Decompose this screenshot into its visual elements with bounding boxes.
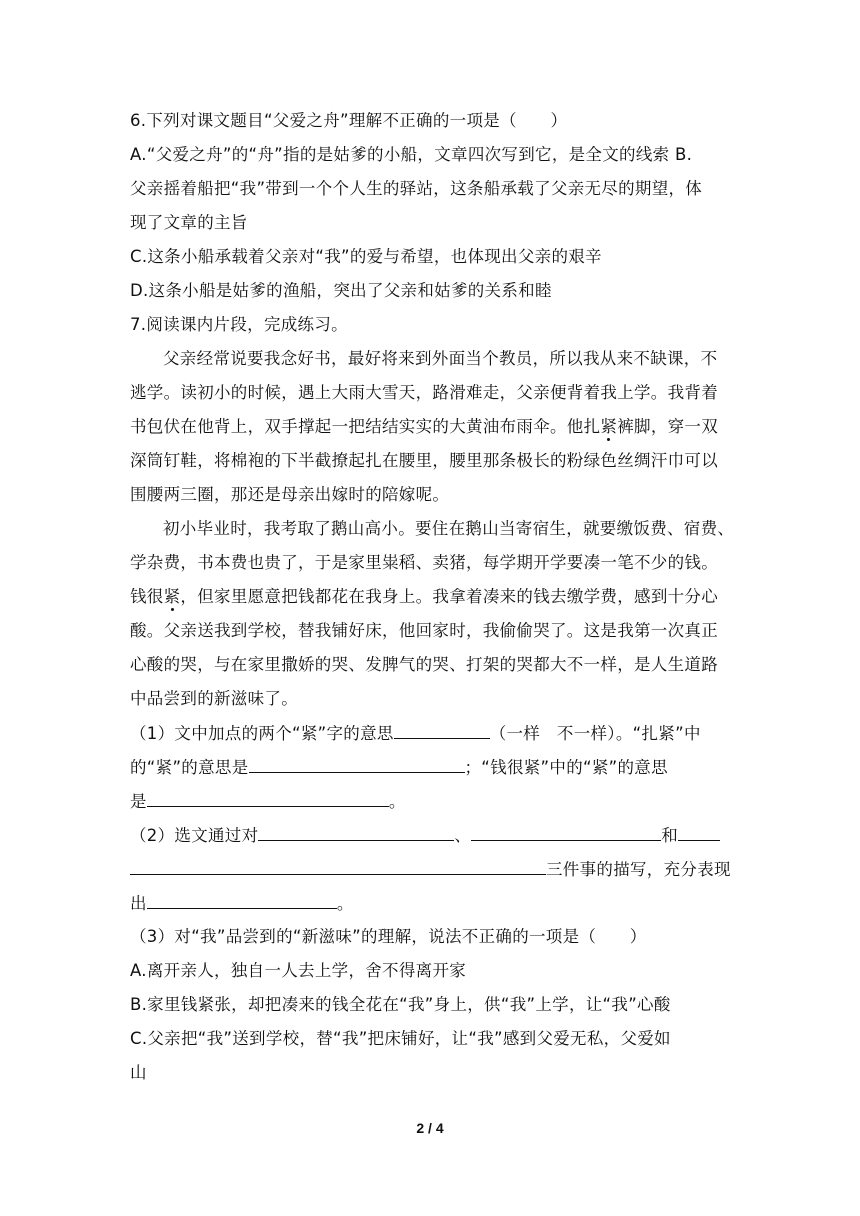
page-number: 2 / 4	[416, 1120, 444, 1136]
answer-blank-1[interactable]	[394, 722, 490, 739]
passage-p2-line6: 中品尝到的新滋味了。	[130, 689, 298, 708]
passage-p2-line3-b: ，但家里愿意把钱都花在我身上。我拿着凑来的钱去缴学费，感到十分心	[180, 587, 719, 606]
passage-p2-line3-a: 钱很	[130, 587, 164, 606]
answer-blank-4[interactable]	[258, 824, 454, 841]
answer-blank-5[interactable]	[471, 824, 661, 841]
passage-p1-line3-b: 裤脚，穿一双	[617, 417, 719, 436]
q7-stem: 7.阅读课内片段，完成练习。	[130, 315, 348, 334]
answer-blank-3[interactable]	[147, 790, 389, 807]
q6-option-c: C.这条小船承载着父亲对“我”的爱与希望，也体现出父亲的艰辛	[130, 247, 602, 266]
answer-blank-2[interactable]	[249, 756, 465, 773]
passage-p1-line5: 围腰两三圈，那还是母亲出嫁时的陪嫁呢。	[130, 485, 450, 504]
passage-p2-line5: 心酸的哭，与在家里撒娇的哭、发脾气的哭、打架的哭都大不一样，是人生道路	[130, 655, 718, 674]
passage-p1-line3-a: 书包伏在他背上，双手撑起一把结结实实的大黄油布雨伞。他扎	[130, 417, 601, 436]
dotted-char-jin-2: 紧	[163, 587, 181, 606]
sub3-option-c-line1: C.父亲把“我”送到学校，替“我”把床铺好，让“我”感到父爱无私，父爱如	[130, 1029, 671, 1048]
passage-p2-line3	[130, 586, 718, 608]
answer-blank-6-continued[interactable]	[130, 858, 546, 875]
sub2-line1: （2）选文通过对 、 和	[130, 824, 720, 847]
q6-option-b-line1: 父亲摇着船把“我”带到一个个人生的驿站，这条船承载了父亲无尽的期望，体	[130, 179, 703, 198]
answer-blank-7[interactable]	[147, 892, 337, 909]
passage-p2-line1: 初小毕业时，我考取了鹅山高小。要住在鹅山当寄宿生，就要缴饭费、宿费、	[163, 519, 735, 538]
passage-p2-line4: 酸。父亲送我到学校，替我铺好床，他回家时，我偷偷哭了。这是我第一次真正	[130, 621, 718, 640]
answer-blank-6[interactable]	[678, 824, 720, 841]
q6-option-b-line2: 现了文章的主旨	[130, 213, 248, 232]
sub2-line2: 三件事的描写，充分表现	[130, 858, 731, 881]
sub3-option-a: A.离开亲人，独自一人去上学，舍不得离开家	[130, 961, 467, 980]
sub3-stem: （3）对“我”品尝到的“新滋味”的理解，说法不正确的一项是（ ）	[130, 927, 647, 946]
passage-p2-line2: 学杂费，书本费也贵了，于是家里粜稻、卖猪，每学期开学要凑一笔不少的钱。	[130, 553, 718, 572]
sub3-option-c-line2: 山	[130, 1063, 147, 1082]
dotted-char-jin-1: 紧	[600, 417, 618, 436]
sub1-line2: 的“紧”的意思是 ；“钱很紧”中的“紧”的意思	[130, 758, 668, 777]
q6-stem: 6.下列对课文题目“父爱之舟”理解不正确的一项是（ ）	[130, 111, 568, 130]
sub1-line3: 是 。	[130, 792, 406, 811]
sub3-option-b: B.家里钱紧张，却把凑来的钱全花在“我”身上，供“我”上学，让“我”心酸	[130, 995, 671, 1014]
passage-p1-line3	[130, 416, 718, 438]
passage-p1-line2: 逃学。读初小的时候，遇上大雨大雪天，路滑难走，父亲便背着我上学。我背着	[130, 383, 718, 402]
q6-option-d: D.这条小船是姑爹的渔船，突出了父亲和姑爹的关系和睦	[130, 281, 552, 300]
sub2-line3: 出 。	[130, 894, 354, 913]
q6-option-a-line1: A.“父爱之舟”的“舟”指的是姑爹的小船，文章四次写到它，是全文的线索 B.	[130, 145, 693, 164]
sub1-line1: （1）文中加点的两个“紧”字的意思 （一样 不一样）。“扎紧”中	[130, 724, 701, 743]
passage-p1-line4: 深筒钉鞋，将棉袍的下半截撩起扎在腰里，腰里那条极长的粉绿色丝绸汗巾可以	[130, 451, 718, 470]
passage-p1-line1: 父亲经常说要我念好书，最好将来到外面当个教员，所以我从来不缺课，不	[163, 349, 718, 368]
